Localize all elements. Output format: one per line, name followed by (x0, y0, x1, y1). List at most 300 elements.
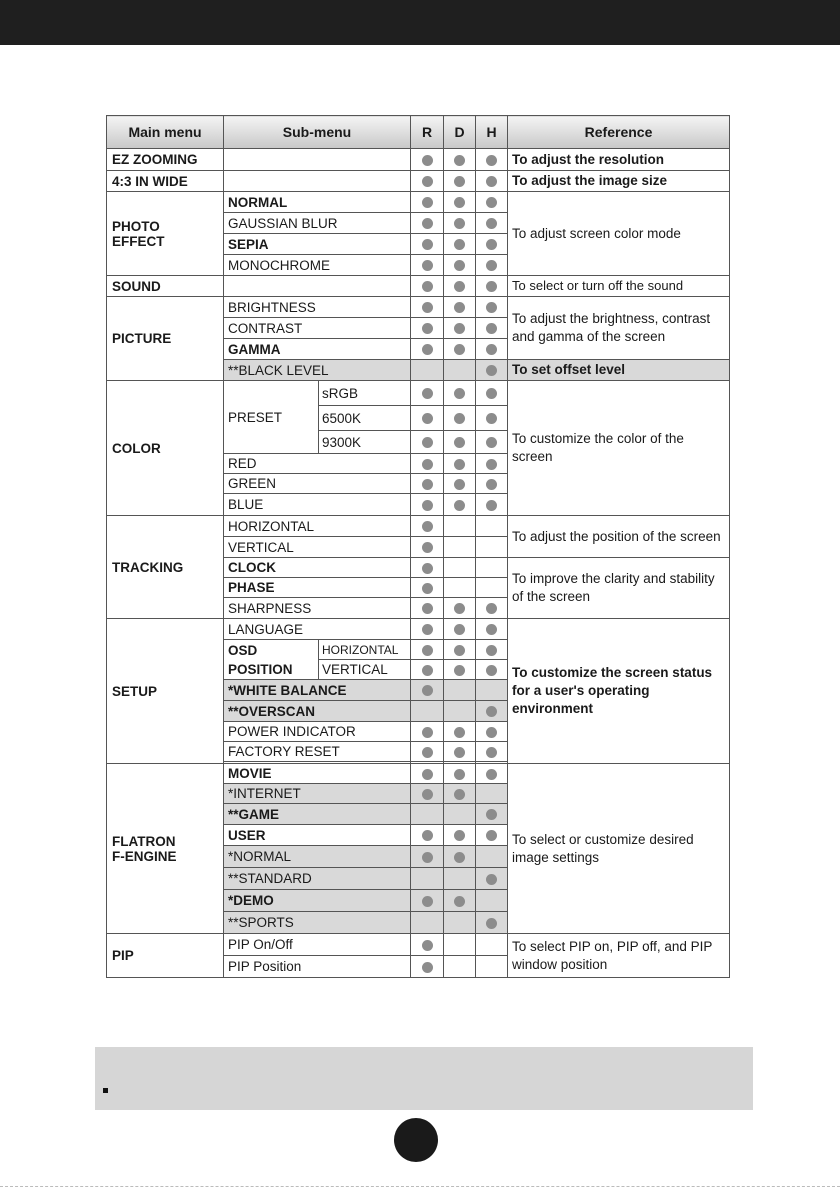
availability-dot (486, 197, 497, 208)
flag-d (444, 454, 476, 474)
flag-h (476, 255, 508, 276)
flag-h (476, 474, 508, 494)
flag-r (411, 171, 444, 192)
flag-d (444, 660, 476, 680)
sub-menu-label: *WHITE BALANCE (224, 680, 411, 701)
reference-text: To improve the clarity and stability of the screen (508, 558, 730, 619)
flag-h (476, 640, 508, 660)
flag-d (444, 742, 476, 762)
flag-h (476, 912, 508, 934)
flag-h (476, 868, 508, 890)
header-main-menu: Main menu (107, 116, 224, 149)
availability-dot (454, 896, 465, 907)
flag-d (444, 764, 476, 784)
sub-menu-label: *DEMO (224, 890, 411, 912)
flag-d (444, 297, 476, 318)
availability-dot (486, 706, 497, 717)
availability-dot (486, 344, 497, 355)
flag-d (444, 381, 476, 406)
main-menu-label: PIP (107, 934, 224, 978)
sub-menu-label: PHASE (224, 578, 411, 598)
flag-r (411, 381, 444, 406)
sub-menu-label: FACTORY RESET (224, 742, 411, 762)
availability-dot (422, 603, 433, 614)
sub-menu-label: MOVIE (224, 764, 411, 784)
flag-d (444, 318, 476, 339)
availability-dot (454, 218, 465, 229)
flag-r (411, 701, 444, 722)
sub-menu-label: RED (224, 454, 411, 474)
flag-h (476, 297, 508, 318)
main-label-line: EFFECT (112, 233, 165, 249)
availability-dot (422, 239, 433, 250)
availability-dot (422, 176, 433, 187)
sub-menu-label: HORIZONTAL (319, 640, 411, 660)
reference-text: To adjust the image size (508, 171, 730, 192)
availability-dot (454, 789, 465, 800)
reference-text: To select PIP on, PIP off, and PIP window position (508, 934, 730, 978)
flag-h (476, 454, 508, 474)
flag-h (476, 680, 508, 701)
page-bottom-edge (0, 1186, 840, 1189)
availability-dot (486, 809, 497, 820)
flag-r (411, 276, 444, 297)
top-header-bar (0, 0, 840, 45)
availability-dot (422, 260, 433, 271)
flag-r (411, 234, 444, 255)
header-h: H (476, 116, 508, 149)
page-number-circle (394, 1118, 438, 1162)
header-d: D (444, 116, 476, 149)
availability-dot (486, 413, 497, 424)
flag-r (411, 868, 444, 890)
flag-r (411, 598, 444, 619)
flag-h (476, 149, 508, 171)
table-row (107, 619, 730, 640)
flag-d (444, 578, 476, 598)
flag-h (476, 764, 508, 784)
flag-d (444, 255, 476, 276)
reference-text: To set offset level (508, 360, 730, 381)
sub-menu-label: **OVERSCAN (224, 701, 411, 722)
availability-dot (454, 665, 465, 676)
availability-dot (486, 260, 497, 271)
reference-text: To adjust the resolution (508, 149, 730, 171)
sub-menu-label: GAMMA (224, 339, 411, 360)
availability-dot (422, 747, 433, 758)
availability-dot (454, 413, 465, 424)
availability-dot (454, 302, 465, 313)
flag-d (444, 537, 476, 558)
flag-d (444, 619, 476, 640)
flag-d (444, 722, 476, 742)
reference-text: To select or customize desired image settings (508, 764, 730, 934)
flag-h (476, 234, 508, 255)
flag-r (411, 297, 444, 318)
availability-dot (422, 727, 433, 738)
availability-dot (486, 437, 497, 448)
availability-dot (422, 388, 433, 399)
table-row (107, 934, 730, 956)
flag-d (444, 431, 476, 454)
sub-menu-label: BLUE (224, 494, 411, 516)
availability-dot (454, 852, 465, 863)
flag-r (411, 764, 444, 784)
flag-h (476, 890, 508, 912)
flag-r (411, 537, 444, 558)
availability-dot (454, 281, 465, 292)
flag-h (476, 578, 508, 598)
availability-dot (422, 645, 433, 656)
availability-dot (486, 874, 497, 885)
flag-d (444, 701, 476, 722)
availability-dot (486, 747, 497, 758)
availability-dot (454, 260, 465, 271)
availability-dot (454, 769, 465, 780)
availability-dot (422, 940, 433, 951)
availability-dot (486, 830, 497, 841)
sub-menu-label: 6500K (319, 406, 411, 431)
flag-d (444, 825, 476, 846)
sub-label-line: OSD (228, 642, 258, 658)
table-row (107, 192, 730, 213)
main-menu-label: COLOR (107, 381, 224, 516)
flag-d (444, 846, 476, 868)
main-menu-label: TRACKING (107, 516, 224, 619)
flag-h (476, 494, 508, 516)
availability-dot (486, 665, 497, 676)
flag-r (411, 516, 444, 537)
sub-menu-label: CLOCK (224, 558, 411, 578)
flag-h (476, 558, 508, 578)
sub-menu-label: PIP Position (224, 956, 411, 978)
availability-dot (422, 624, 433, 635)
availability-dot (454, 747, 465, 758)
flag-r (411, 912, 444, 934)
availability-dot (422, 437, 433, 448)
sub-menu-label: CONTRAST (224, 318, 411, 339)
table-row (107, 297, 730, 318)
flag-d (444, 640, 476, 660)
flag-r (411, 578, 444, 598)
availability-dot (454, 500, 465, 511)
flag-h (476, 934, 508, 956)
flag-h (476, 276, 508, 297)
availability-dot (422, 896, 433, 907)
header-sub-menu: Sub-menu (224, 116, 411, 149)
availability-dot (422, 685, 433, 696)
flag-h (476, 660, 508, 680)
availability-dot (422, 197, 433, 208)
flag-r (411, 360, 444, 381)
availability-dot (486, 239, 497, 250)
sub-menu-label: BRIGHTNESS (224, 297, 411, 318)
main-label-line: FLATRON (112, 833, 176, 849)
flag-d (444, 598, 476, 619)
sub-menu-label: *NORMAL (224, 846, 411, 868)
sub-menu-label: **SPORTS (224, 912, 411, 934)
sub-menu-empty (224, 171, 411, 192)
flag-h (476, 171, 508, 192)
availability-dot (422, 852, 433, 863)
availability-dot (422, 521, 433, 532)
availability-dot (486, 365, 497, 376)
flag-r (411, 619, 444, 640)
flag-h (476, 825, 508, 846)
flag-h (476, 537, 508, 558)
availability-dot (454, 830, 465, 841)
availability-dot (422, 281, 433, 292)
note-box (95, 1047, 753, 1110)
flag-r (411, 318, 444, 339)
sub-menu-label: 9300K (319, 431, 411, 454)
flag-d (444, 516, 476, 537)
flag-r (411, 213, 444, 234)
availability-dot (486, 302, 497, 313)
availability-dot (454, 176, 465, 187)
flag-r (411, 825, 444, 846)
flag-h (476, 381, 508, 406)
availability-dot (454, 645, 465, 656)
reference-text: To customize the screen status for a user's operating environment (508, 619, 730, 764)
availability-dot (454, 727, 465, 738)
availability-dot (486, 500, 497, 511)
availability-dot (486, 727, 497, 738)
sub-menu-label: GAUSSIAN BLUR (224, 213, 411, 234)
main-menu-label: SETUP (107, 619, 224, 764)
sub-menu-label: **STANDARD (224, 868, 411, 890)
flag-r (411, 934, 444, 956)
table-row (107, 171, 730, 192)
flag-h (476, 804, 508, 825)
availability-dot (422, 479, 433, 490)
sub-menu-empty (224, 276, 411, 297)
sub-menu-label: HORIZONTAL (224, 516, 411, 537)
availability-dot (422, 563, 433, 574)
table-row (107, 149, 730, 171)
flag-d (444, 890, 476, 912)
flag-r (411, 339, 444, 360)
availability-dot (422, 789, 433, 800)
reference-text: To select or turn off the sound (508, 276, 730, 297)
availability-dot (422, 830, 433, 841)
reference-text: To customize the color of the screen (508, 381, 730, 516)
flag-r (411, 680, 444, 701)
sub-menu-empty (224, 149, 411, 171)
flag-r (411, 846, 444, 868)
availability-dot (422, 962, 433, 973)
availability-dot (454, 239, 465, 250)
sub-menu-label: **GAME (224, 804, 411, 825)
bullet-icon (103, 1088, 108, 1093)
main-menu-label: EZ ZOOMING (107, 149, 224, 171)
header-reference: Reference (508, 116, 730, 149)
flag-r (411, 804, 444, 825)
flag-d (444, 406, 476, 431)
table-row (107, 516, 730, 537)
sub-menu-label: PRESET (224, 381, 319, 454)
availability-dot (454, 479, 465, 490)
flag-h (476, 619, 508, 640)
flag-d (444, 934, 476, 956)
sub-menu-label: POWER INDICATOR (224, 722, 411, 742)
sub-menu-label: SHARPNESS (224, 598, 411, 619)
sub-menu-label: GREEN (224, 474, 411, 494)
availability-dot (486, 218, 497, 229)
availability-dot (422, 155, 433, 166)
flag-r (411, 192, 444, 213)
sub-menu-label: NORMAL (224, 192, 411, 213)
flag-h (476, 431, 508, 454)
reference-text: To adjust the brightness, contrast and gamma of the screen (508, 297, 730, 360)
sub-menu-label: SEPIA (224, 234, 411, 255)
availability-dot (454, 344, 465, 355)
flag-h (476, 360, 508, 381)
table-row (107, 381, 730, 406)
flag-d (444, 558, 476, 578)
main-menu-label: SOUND (107, 276, 224, 297)
availability-dot (422, 323, 433, 334)
availability-dot (454, 388, 465, 399)
flag-r (411, 890, 444, 912)
availability-dot (422, 344, 433, 355)
main-menu-label: 4:3 IN WIDE (107, 171, 224, 192)
availability-dot (454, 437, 465, 448)
flag-d (444, 234, 476, 255)
flag-r (411, 431, 444, 454)
flag-h (476, 956, 508, 978)
availability-dot (486, 603, 497, 614)
flag-r (411, 784, 444, 804)
sub-menu-label: sRGB (319, 381, 411, 406)
sub-label-line: POSITION (228, 661, 293, 677)
availability-dot (486, 281, 497, 292)
flag-r (411, 640, 444, 660)
availability-dot (486, 479, 497, 490)
flag-d (444, 912, 476, 934)
flag-r (411, 660, 444, 680)
table-header-row (107, 116, 730, 149)
flag-d (444, 680, 476, 701)
flag-h (476, 701, 508, 722)
flag-d (444, 192, 476, 213)
sub-menu-label: PIP On/Off (224, 934, 411, 956)
sub-menu-label (224, 640, 319, 680)
table-row (107, 276, 730, 297)
availability-dot (454, 459, 465, 470)
availability-dot (422, 413, 433, 424)
flag-h (476, 598, 508, 619)
flag-d (444, 474, 476, 494)
flag-r (411, 742, 444, 762)
main-label-line: PHOTO (112, 218, 160, 234)
flag-r (411, 149, 444, 171)
header-r: R (411, 116, 444, 149)
availability-dot (422, 769, 433, 780)
sub-menu-label: **BLACK LEVEL (224, 360, 411, 381)
flag-r (411, 956, 444, 978)
flag-h (476, 722, 508, 742)
sub-menu-label: *INTERNET (224, 784, 411, 804)
availability-dot (486, 388, 497, 399)
sub-menu-label: VERTICAL (319, 660, 411, 680)
main-menu-label (107, 192, 224, 276)
flag-d (444, 784, 476, 804)
flag-r (411, 474, 444, 494)
availability-dot (486, 323, 497, 334)
availability-dot (454, 197, 465, 208)
availability-dot (486, 176, 497, 187)
availability-dot (422, 542, 433, 553)
sub-menu-label: USER (224, 825, 411, 846)
availability-dot (422, 459, 433, 470)
reference-text: To adjust screen color mode (508, 192, 730, 276)
availability-dot (486, 769, 497, 780)
availability-dot (454, 323, 465, 334)
availability-dot (454, 155, 465, 166)
main-label-line: F-ENGINE (112, 848, 177, 864)
flag-h (476, 192, 508, 213)
flag-h (476, 318, 508, 339)
flag-d (444, 868, 476, 890)
flag-d (444, 804, 476, 825)
main-menu-label: PICTURE (107, 297, 224, 381)
availability-dot (422, 218, 433, 229)
flag-d (444, 360, 476, 381)
availability-dot (486, 459, 497, 470)
availability-dot (454, 624, 465, 635)
flag-h (476, 784, 508, 804)
flag-r (411, 558, 444, 578)
flag-r (411, 406, 444, 431)
reference-text: To adjust the position of the screen (508, 516, 730, 558)
flag-d (444, 276, 476, 297)
flag-d (444, 213, 476, 234)
sub-menu-label: VERTICAL (224, 537, 411, 558)
flag-h (476, 516, 508, 537)
flag-r (411, 454, 444, 474)
availability-dot (486, 624, 497, 635)
availability-dot (454, 603, 465, 614)
sub-menu-label: MONOCHROME (224, 255, 411, 276)
flag-h (476, 406, 508, 431)
main-menu-label (107, 764, 224, 934)
flag-h (476, 339, 508, 360)
availability-dot (486, 155, 497, 166)
flag-r (411, 722, 444, 742)
flag-d (444, 494, 476, 516)
availability-dot (486, 645, 497, 656)
flag-d (444, 171, 476, 192)
sub-menu-label: LANGUAGE (224, 619, 411, 640)
availability-dot (422, 302, 433, 313)
availability-dot (422, 500, 433, 511)
osd-menu-table (106, 115, 730, 978)
flag-d (444, 149, 476, 171)
availability-dot (486, 918, 497, 929)
flag-d (444, 339, 476, 360)
flag-h (476, 742, 508, 762)
flag-r (411, 255, 444, 276)
flag-h (476, 213, 508, 234)
availability-dot (422, 665, 433, 676)
availability-dot (422, 583, 433, 594)
table-row (107, 764, 730, 784)
flag-r (411, 494, 444, 516)
flag-d (444, 956, 476, 978)
menu-table-container (106, 115, 729, 978)
flag-h (476, 846, 508, 868)
